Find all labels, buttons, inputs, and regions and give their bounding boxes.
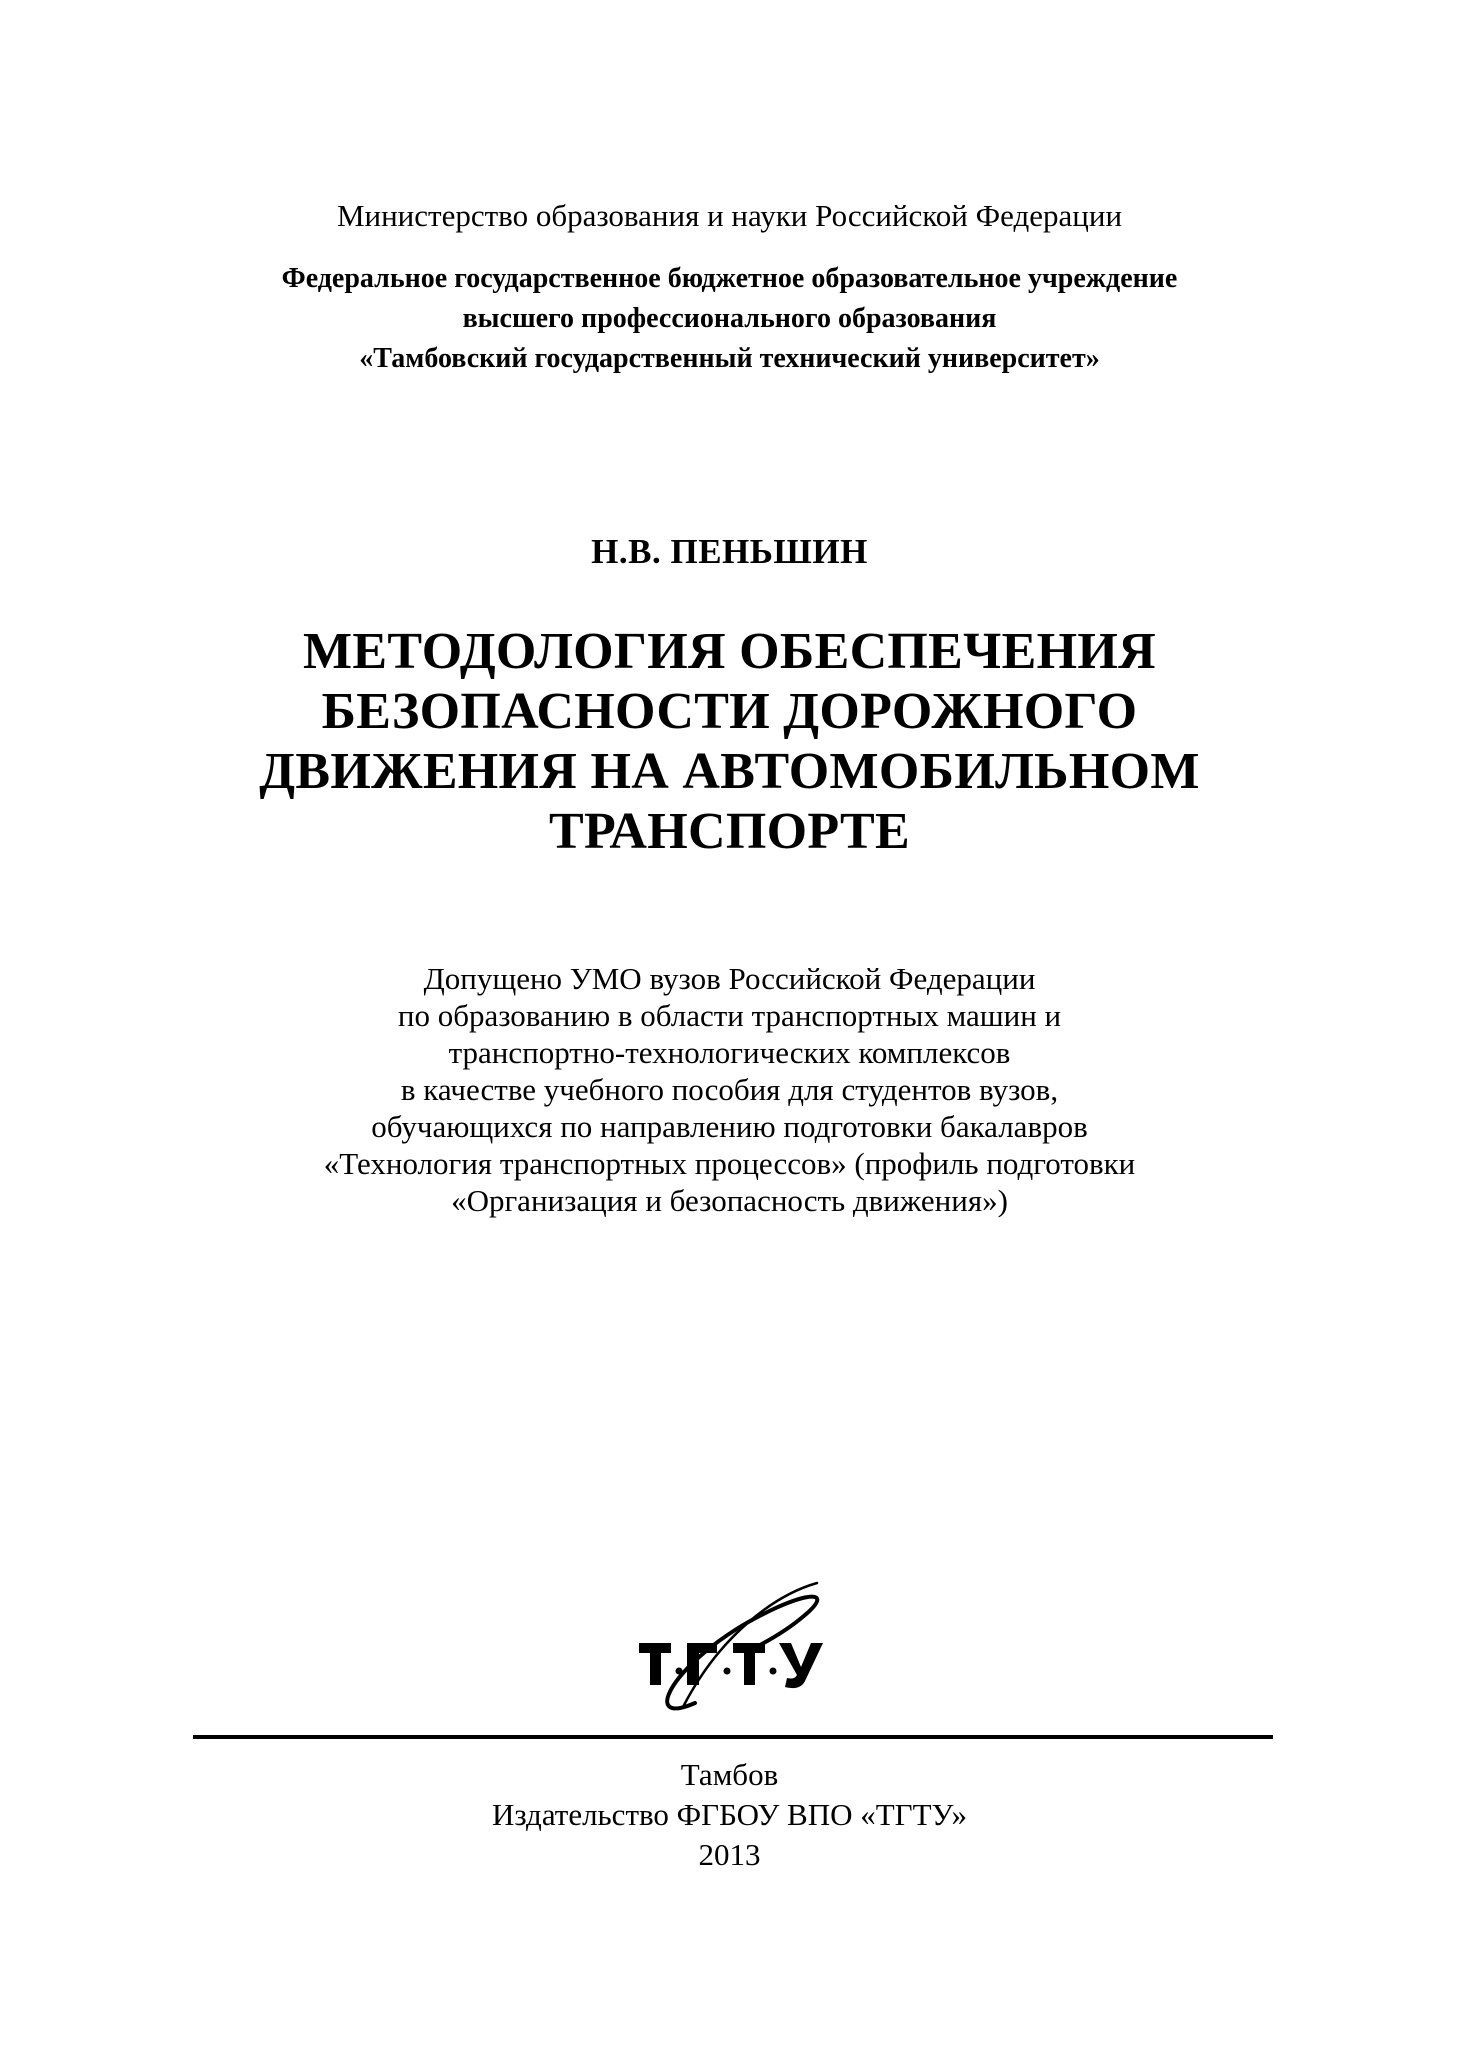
institution-line-1: Федеральное государственное бюджетное образовательное учреждение [281, 263, 1178, 294]
approval-line-6: «Технология транспортных процессов» (профиль подготовки [323, 1146, 1136, 1181]
title-line-2: БЕЗОПАСНОСТИ ДОРОЖНОГО [321, 683, 1138, 740]
title-line-1: МЕТОДОЛОГИЯ ОБЕСПЕЧЕНИЯ [303, 623, 1156, 680]
approval-line-2: по образованию в области транспортных машин и [397, 998, 1062, 1033]
author-name [0, 530, 1459, 574]
ministry-text: Министерство образования и науки Российской Федерации [336, 198, 1123, 233]
title-line-3: ДВИЖЕНИЯ НА АВТОМОБИЛЬНОМ [259, 743, 1200, 800]
imprint-year: 2013 [698, 1837, 761, 1872]
approval-line-4: в качестве учебного пособия для студентов вузов, [400, 1072, 1059, 1107]
approval-line-5: обучающихся по направлению подготовки бакалавров [371, 1109, 1088, 1144]
author-text: Н.В. ПЕНЬШИН [591, 532, 868, 571]
ministry-line [0, 196, 1459, 236]
tgtu-logo-icon [625, 1575, 840, 1725]
institution-line-2: высшего профессионального образования [462, 303, 997, 334]
title-line-4: ТРАНСПОРТЕ [548, 803, 910, 860]
institution-block [0, 259, 1459, 379]
imprint-block [0, 1755, 1459, 1875]
institution-line-3: «Тамбовский государственный технический университет» [359, 343, 1100, 374]
imprint-publisher: Издательство ФГБОУ ВПО «ТГТУ» [491, 1797, 968, 1832]
approval-line-3: транспортно-технологических комплексов [448, 1035, 1011, 1070]
book-title [0, 622, 1459, 862]
imprint-city: Тамбов [680, 1757, 779, 1792]
approval-statement [0, 960, 1459, 1219]
approval-line-7: «Организация и безопасность движения») [451, 1183, 1008, 1218]
horizontal-rule [193, 1735, 1273, 1739]
approval-line-1: Допущено УМО вузов Российской Федерации [423, 961, 1036, 996]
